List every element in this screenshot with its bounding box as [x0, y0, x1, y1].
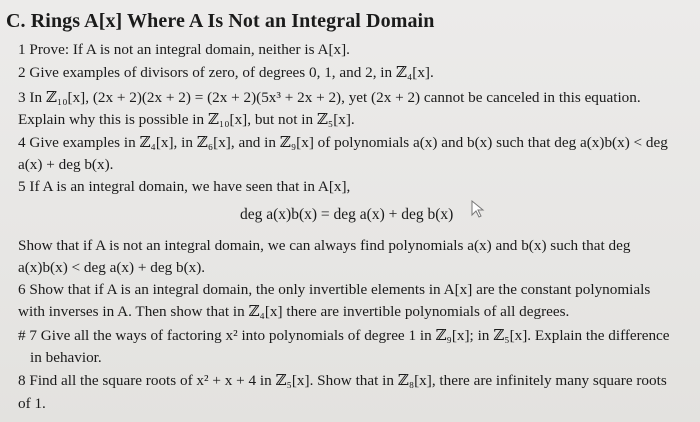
- exercise-3-continued: Explain why this is possible in ℤ₁₀[x], but not in ℤ₅[x].: [18, 111, 355, 128]
- exercise-5-continued: Show that if A is not an integral domain, we can always find polynomials a(x) and b(x) such that deg: [18, 237, 631, 254]
- exercise-6-continued: with inverses in A. Then show that in ℤ₄[x] there are invertible polynomials of all degrees.: [18, 303, 570, 320]
- exercise-7-continued: in behavior.: [30, 349, 102, 366]
- exercise-8: 8 Find all the square roots of x² + x + 4 in ℤ₅[x]. Show that in ℤ₈[x], there are infinitely many square roots: [18, 372, 667, 389]
- mouse-pointer-icon: [470, 199, 486, 219]
- exercise-4: 4 Give examples in ℤ₄[x], in ℤ₆[x], and in ℤ₉[x] of polynomials a(x) and b(x) such that deg a(x)b(x) < deg: [18, 134, 668, 151]
- exercise-3: 3 In ℤ₁₀[x], (2x + 2)(2x + 2) = (2x + 2)(5x³ + 2x + 2), yet (2x + 2) cannot be canceled in this equation.: [18, 89, 641, 106]
- exercise-4-continued: a(x) + deg b(x).: [18, 156, 114, 173]
- exercise-8-continued: of 1.: [18, 395, 46, 412]
- exercise-2: 2 Give examples of divisors of zero, of degrees 0, 1, and 2, in ℤ₄[x].: [18, 64, 434, 81]
- degree-formula: deg a(x)b(x) = deg a(x) + deg b(x): [240, 206, 454, 223]
- exercise-6: 6 Show that if A is an integral domain, the only invertible elements in A[x] are the constant polynomials: [18, 281, 651, 298]
- section-heading: C. Rings A[x] Where A Is Not an Integral Domain: [6, 10, 435, 32]
- exercise-5: 5 If A is an integral domain, we have seen that in A[x],: [18, 178, 351, 195]
- exercise-7: # 7 Give all the ways of factoring x² into polynomials of degree 1 in ℤ₉[x]; in ℤ₅[x]. Explain the difference: [18, 327, 670, 344]
- exercise-1: 1 Prove: If A is not an integral domain, neither is A[x].: [18, 41, 350, 58]
- exercise-5-continued-2: a(x)b(x) < deg a(x) + deg b(x).: [18, 259, 206, 276]
